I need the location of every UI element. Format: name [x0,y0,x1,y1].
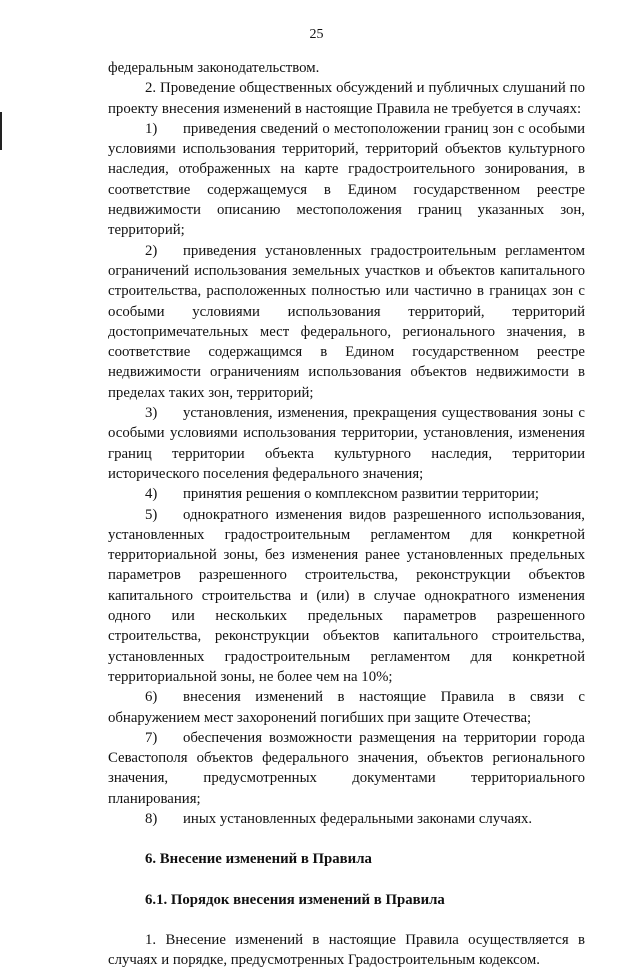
list-item-text: приведения сведений о местоположении границ зон с особыми условиями использования территорий, территорий объектов культурного наследия, отображенных на карте градостроительного зонирования, в соответствие содержащемуся в Едином государственном реестре недвижимости описанию местоположения границ указанных зон, территорий; [108,120,585,239]
list-item-text: обеспечения возможности размещения на территории города Севастополя объектов федерального значения, объектов регионального значения, предусмотренных документами территориального планирования; [108,729,585,807]
list-item-number: 2) [145,242,158,259]
list-item-text: приведения установленных градостроительным регламентом ограничений использования земельных участков и объектов капитального строительства, расположенных полностью или частично в границах зон с особыми условиями использования территорий, территорий достопримечательных мест федерального, регионального значения, в соответствие содержащимся в Едином государственном реестре недвижимости ограничениям использования объектов недвижимости в пределах таких зон, территорий; [108,242,585,401]
list-item [108,728,585,809]
paragraph-2: 2. Проведение общественных обсуждений и публичных слушаний по проекту внесения изменений в настоящие Правила не требуется в случаях: [108,80,585,117]
list-item-text: однократного изменения видов разрешенного использования, установленных градостроительным регламентом для конкретной территориальной зоны, без изменения ранее установленных предельных параметров разрешенного строительства, реконструкции объектов капитального строительства и (или) в случае однократного изменения одного или нескольких предельных параметров разрешенного строительства, реконструкции объектов капитального строительства, установленных градостроительным регламентом для конкретной территориальной зоны, не более чем на 10%; [108,506,585,685]
paragraph-6-1-1: 1. Внесение изменений в настоящие Правила осуществляется в случаях и порядке, предусмотренных Градостроительным кодексом. [108,931,585,969]
list-item-number: 6) [145,689,158,706]
list-item-number: 5) [145,506,158,523]
list-item-number: 7) [145,729,158,746]
list-item-text: внесения изменений в настоящие Правила в связи с обнаружением мест захоронений погибших при защите Отечества; [108,689,585,726]
list-item [108,505,585,688]
list-item [108,119,585,241]
list-item [108,484,585,504]
list-item [108,809,585,829]
list-item-number: 1) [145,120,158,137]
page-number: 25 [309,27,324,42]
list-item-number: 4) [145,486,158,503]
section-heading: 6. Внесение изменений в Правила [145,851,372,868]
list-item-text: установления, изменения, прекращения существования зоны с особыми условиями использования территории, установления, изменения границ территории объекта культурного наследия, территории исторического поселения федерального значения; [108,405,585,482]
list-item [108,241,585,403]
list-item-number: 8) [145,810,158,827]
list-item-text: принятия решения о комплексном развитии территории; [183,486,539,503]
subsection-heading: 6.1. Порядок внесения изменений в Правила [145,891,445,908]
margin-mark [0,112,2,150]
list-item [108,687,585,728]
list-item-number: 3) [145,405,158,422]
list-item-text: иных установленных федеральными законами случаях. [183,810,533,827]
document-body [108,58,585,970]
intro-tail: федеральным законодательством. [108,60,320,76]
list-item [108,403,585,484]
